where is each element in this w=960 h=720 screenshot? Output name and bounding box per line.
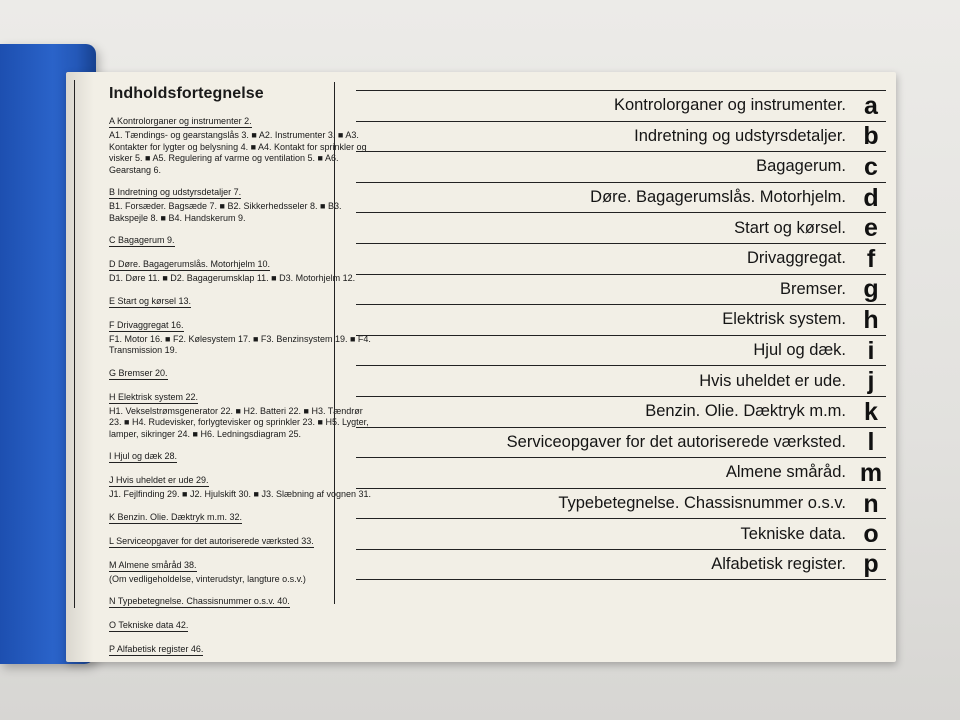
section-label: Kontrolorganer og instrumenter. <box>613 96 846 115</box>
section-row-o <box>356 518 886 549</box>
section-row-m <box>356 457 886 488</box>
section-label: Hvis uheldet er ude. <box>699 371 846 390</box>
toc-entry <box>109 182 371 224</box>
section-letter: g <box>863 275 879 304</box>
toc-entry-heading: C Bagagerum 9. <box>109 235 175 245</box>
section-letter: n <box>863 489 879 518</box>
section-index <box>356 90 886 580</box>
toc-entry-heading: O Tekniske data 42. <box>109 620 189 630</box>
section-label: Døre. Bagagerumslås. Motorhjelm. <box>590 188 846 207</box>
toc-entry-heading: G Bremser 20. <box>109 367 168 378</box>
toc-entry <box>109 111 371 176</box>
toc-entry-heading: H Elektrisk system 22. <box>109 391 199 402</box>
section-label: Almene småråd. <box>725 463 846 482</box>
section-row-e <box>356 212 886 243</box>
section-letter: o <box>863 520 879 549</box>
section-row-g <box>356 274 886 305</box>
section-label: Hjul og dæk. <box>753 341 846 360</box>
toc-entry <box>109 315 371 357</box>
toc-entry-heading: N Typebetegnelse. Chassisnummer o.s.v. 40. <box>109 596 290 606</box>
section-label: Bremser. <box>779 279 846 298</box>
section-letter: b <box>863 122 879 151</box>
toc-entry-heading: E Start og kørsel 13. <box>109 295 192 306</box>
toc-entry <box>109 555 371 586</box>
section-letter: m <box>859 458 883 487</box>
section-label: Typebetegnelse. Chassisnummer o.s.v. <box>558 494 846 513</box>
section-row-i <box>356 335 886 366</box>
section-label: Elektrisk system. <box>722 310 846 329</box>
section-label: Tekniske data. <box>740 524 846 543</box>
toc-entry <box>109 387 371 441</box>
section-row-d <box>356 182 886 213</box>
toc-entry <box>109 507 371 525</box>
section-letter: c <box>864 152 878 181</box>
toc-entry <box>109 639 371 657</box>
toc-entry-heading: A Kontrolorganer og instrumenter 2. <box>109 116 252 126</box>
section-label: Drivaggregat. <box>746 249 846 268</box>
index-page <box>66 72 896 662</box>
table-of-contents <box>74 80 372 654</box>
section-letter: f <box>866 244 876 273</box>
section-row-h <box>356 304 886 335</box>
section-row-k <box>356 396 886 427</box>
section-label: Bagagerum. <box>756 157 846 176</box>
toc-entry <box>109 363 371 381</box>
toc-entry-subitems: B1. Forsæder. Bagsæde 7. ■ B2. Sikkerhedsseler 8. ■ B3. Bakspejle 8. ■ B4. Handskerum 9. <box>109 201 342 223</box>
section-letter: h <box>863 305 879 334</box>
toc-entry-heading: I Hjul og dæk 28. <box>109 451 178 461</box>
section-label: Indretning og udstyrsdetaljer. <box>634 126 846 145</box>
toc-entry-subitems: D1. Døre 11. ■ D2. Bagagerumsklap 11. ■ D3. Motorhjelm 12. <box>109 273 356 283</box>
section-label: Start og kørsel. <box>734 218 846 237</box>
section-letter: a <box>864 91 878 120</box>
toc-list <box>109 111 371 657</box>
toc-entry-subitems: H1. Vekselstrømsgenerator 22. ■ H2. Batteri 22. ■ H3. Tændrør 23. ■ H4. Rudevisker, forlygtevisker og sprinkler 23. ■ H5. Lygter, lamper, sikringer 24. ■ H6. Ledningsdiagram 25. <box>109 405 369 439</box>
section-letter: l <box>867 428 875 457</box>
section-row-n <box>356 488 886 519</box>
toc-entry <box>109 291 371 309</box>
toc-entry-subitems: J1. Fejlfinding 29. ■ J2. Hjulskift 30. ■ J3. Slæbning af vognen 31. <box>109 489 372 499</box>
toc-entry <box>109 591 371 609</box>
section-letter: d <box>863 183 879 212</box>
toc-entry <box>109 446 371 464</box>
section-letter: e <box>864 214 878 243</box>
section-row-j <box>356 365 886 396</box>
toc-entry-heading: D Døre. Bagagerumslås. Motorhjelm 10. <box>109 259 271 269</box>
toc-entry-subitems: A1. Tændings- og gearstangslås 3. ■ A2. Instrumenter 3. ■ A3. Kontakter for lygter og belysning 4. ■ A4. Kontakt for sprinkler og visker 5. ■ A5. Regulering af varme og ventilation 5. ■ A6. Gearstang 6. <box>109 130 367 175</box>
section-letter: k <box>864 397 878 426</box>
toc-title: Indholdsfortegnelse <box>109 85 264 102</box>
toc-entry <box>109 230 371 248</box>
column-divider <box>334 82 335 604</box>
section-row-l <box>356 427 886 458</box>
toc-entry-subitems: (Om vedligeholdelse, vinterudstyr, langture o.s.v.) <box>109 573 306 584</box>
toc-entry-heading: L Serviceopgaver for det autoriserede værksted 33. <box>109 535 314 546</box>
toc-entry <box>109 531 371 549</box>
toc-entry-heading: J Hvis uheldet er ude 29. <box>109 475 209 485</box>
section-row-b <box>356 121 886 152</box>
section-letter: j <box>867 367 875 396</box>
toc-entry-subitems: F1. Motor 16. ■ F2. Kølesystem 17. ■ F3. Benzinsystem 19. ■ F4. Transmission 19. <box>109 333 371 355</box>
toc-entry <box>109 615 371 633</box>
section-label: Serviceopgaver for det autoriserede værksted. <box>506 432 846 451</box>
section-row-f <box>356 243 886 274</box>
section-letter: i <box>867 336 875 365</box>
section-row-p <box>356 549 886 580</box>
section-row-a <box>356 90 886 121</box>
toc-entry <box>109 470 371 501</box>
section-letter: p <box>863 550 879 579</box>
toc-entry-heading: B Indretning og udstyrsdetaljer 7. <box>109 187 242 197</box>
toc-entry-heading: M Almene småråd 38. <box>109 559 197 570</box>
section-label: Benzin. Olie. Dæktryk m.m. <box>645 402 846 421</box>
toc-entry <box>109 254 371 285</box>
section-row-c <box>356 151 886 182</box>
toc-entry-heading: K Benzin. Olie. Dæktryk m.m. 32. <box>109 511 243 522</box>
toc-entry-heading: F Drivaggregat 16. <box>109 319 184 330</box>
section-label: Alfabetisk register. <box>711 554 846 573</box>
toc-entry-heading: P Alfabetisk register 46. <box>109 644 204 654</box>
